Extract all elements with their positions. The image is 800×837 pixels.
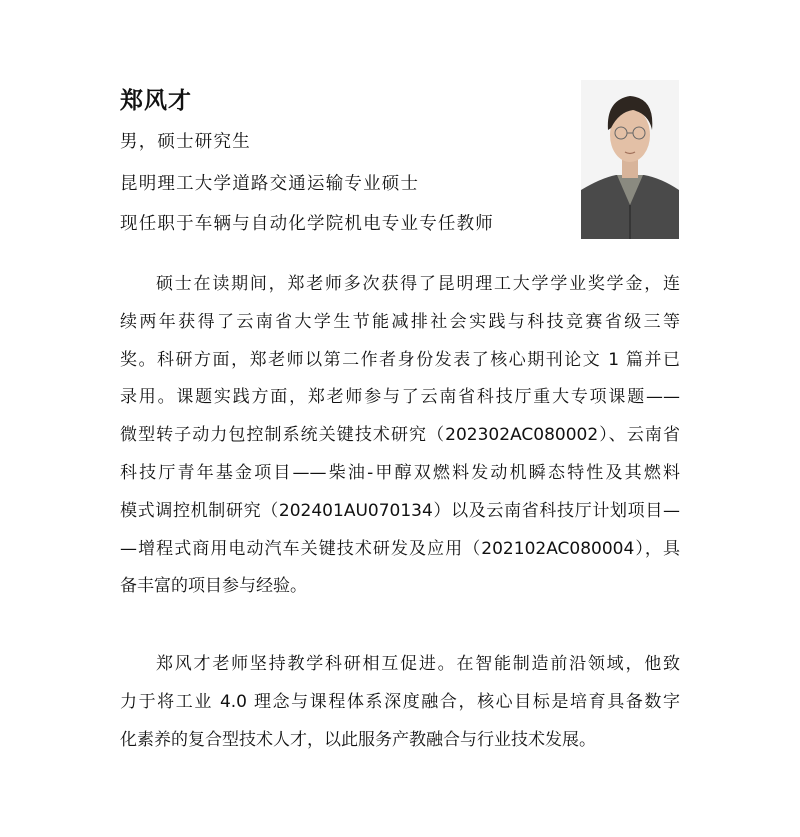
paragraph-experience: [120, 266, 680, 606]
position: 现任职于车辆与自动化学院机电专业专任教师: [120, 214, 494, 234]
text-line: 硕士在读期间，郑老师多次获得了昆明理工大学学业奖学金，连: [156, 274, 680, 294]
person-name: 郑风才: [120, 88, 192, 114]
text-line: 化素养的复合型技术人才，以此服务产教融合与行业技术发展。: [120, 729, 596, 750]
education: 昆明理工大学道路交通运输专业硕士: [120, 174, 420, 194]
gender-degree: 男，硕士研究生: [120, 132, 251, 152]
text-line: 续两年获得了云南省大学生节能减排社会实践与科技竞赛省级三等: [120, 311, 680, 332]
portrait-photo: [581, 80, 679, 239]
text-line: 力于将工业 4.0 理念与课程体系深度融合，核心目标是培育具备数字: [120, 691, 680, 712]
text-line: 微型转子动力包控制系统关键技术研究（202302AC080002）、云南省: [120, 425, 680, 446]
text-line: 奖。科研方面，郑老师以第二作者身份发表了核心期刊论文 1 篇并已: [120, 349, 680, 370]
text-line: 模式调控机制研究（202401AU070134）以及云南省科技厅计划项目—: [120, 500, 680, 521]
text-line: —增程式商用电动汽车关键技术研发及应用（202102AC080004），具: [120, 538, 680, 559]
text-line: 科技厅青年基金项目——柴油-甲醇双燃料发动机瞬态特性及其燃料: [120, 462, 680, 483]
text-line: 录用。课题实践方面，郑老师参与了云南省科技厅重大专项课题——: [120, 387, 680, 408]
text-line: 郑风才老师坚持教学科研相互促进。在智能制造前沿领域，他致: [156, 654, 680, 674]
text-line: 备丰富的项目参与经验。: [120, 576, 307, 597]
paragraph-teaching: [120, 646, 680, 759]
